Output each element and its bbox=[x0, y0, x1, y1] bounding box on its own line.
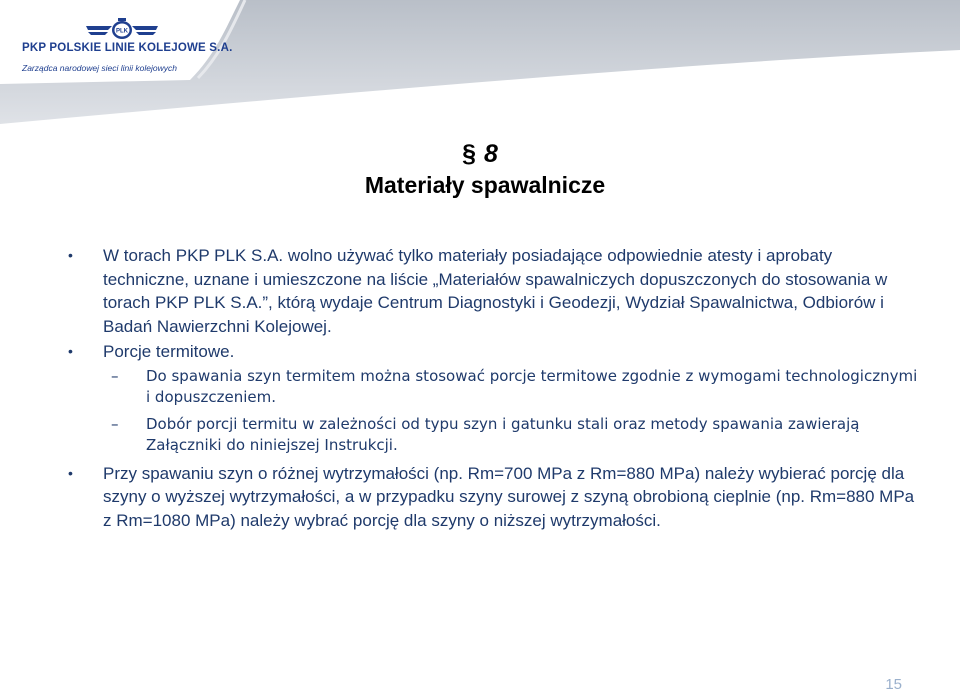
sub-list-item bbox=[68, 366, 918, 409]
sub-list-item bbox=[68, 414, 918, 457]
dash-bullet-icon: – bbox=[111, 366, 119, 385]
bullet-icon: • bbox=[68, 464, 73, 481]
bullet-icon: • bbox=[68, 343, 73, 359]
section-symbol: § bbox=[462, 140, 476, 168]
slide-content bbox=[68, 244, 918, 534]
plk-emblem-icon bbox=[84, 18, 160, 44]
logo-company-name: PKP POLSKIE LINIE KOLEJOWE S.A. bbox=[22, 42, 233, 54]
bullet-text: W torach PKP PLK S.A. wolno używać tylko materiały posiadające odpowiednie atesty i aprobaty techniczne, uznane i umieszczone na liście „Materiałów spawalniczych dopuszczonych do stosowania w torach PKP PLK S.A.”, którą wydaje Centrum Diagnostyki i Geodezji, Wydział Spawalnictwa, Odbiorów i Badań Nawierzchni Kolejowej. bbox=[103, 246, 888, 336]
sub-bullet-text: Dobór porcji termitu w zależności od typu szyn i gatunku stali oraz metody spawania zawierają Załączniki do niniejszej Instrukcji. bbox=[146, 414, 860, 454]
logo-tagline: Zarządca narodowej sieci linii kolejowych bbox=[22, 63, 177, 73]
page-number: 15 bbox=[885, 676, 902, 693]
company-logo bbox=[22, 18, 233, 78]
section-heading bbox=[0, 140, 960, 169]
emblem-text: PLK bbox=[116, 28, 128, 35]
list-item bbox=[68, 244, 918, 338]
sub-bullet-text: Do spawania szyn termitem można stosować porcje termitowe zgodnie z wymogami technologicznymi i dopuszczeniem. bbox=[146, 366, 918, 406]
dash-bullet-icon: – bbox=[111, 414, 119, 433]
page-title: Materiały spawalnicze bbox=[364, 172, 606, 198]
bullet-text: Porcje termitowe. bbox=[103, 342, 235, 361]
bullet-icon: • bbox=[68, 247, 73, 263]
bullet-text: Przy spawaniu szyn o różnej wytrzymałości (np. Rm=700 MPa z Rm=880 MPa) należy wybierać porcję dla szyny o wyższej wytrzymałości, a w przypadku szyny surowej z szyną obrobioną cieplnie (np. Rm=880 MPa z Rm=1080 MPa) należy wybrać porcję dla szyny o niższej wytrzymałości. bbox=[103, 463, 915, 530]
list-item bbox=[68, 462, 918, 533]
section-number: 8 bbox=[484, 140, 498, 168]
list-item bbox=[68, 340, 918, 364]
